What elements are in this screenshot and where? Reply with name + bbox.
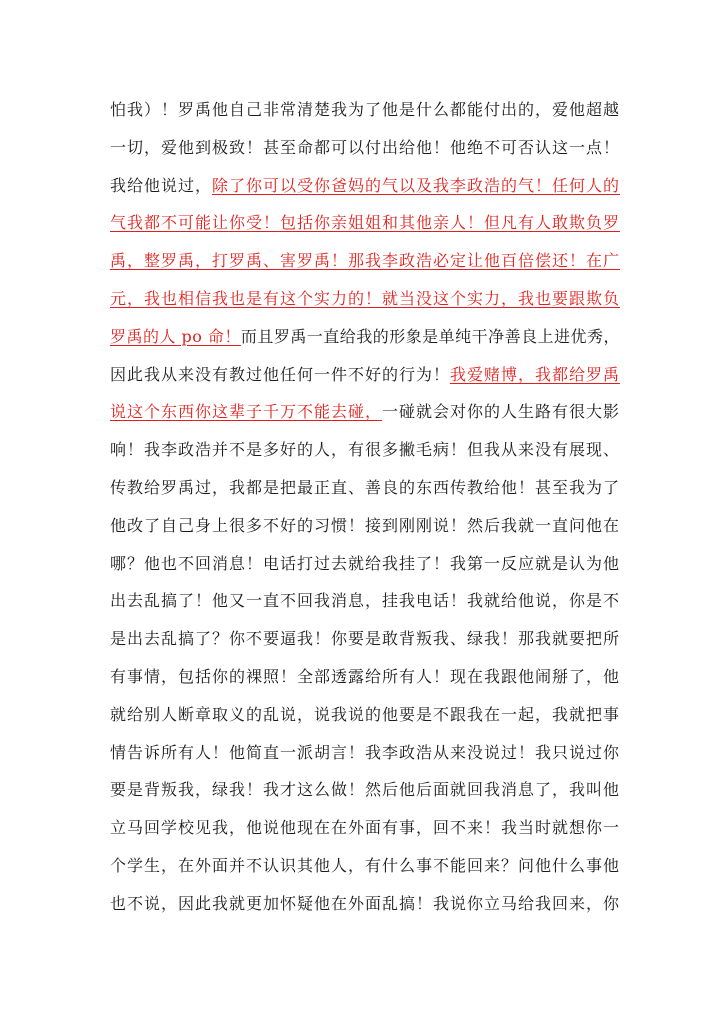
text-line bbox=[110, 582, 620, 620]
text-line-content bbox=[110, 658, 620, 696]
text-line-content bbox=[110, 356, 620, 394]
text-line-content bbox=[110, 507, 620, 545]
text-line bbox=[110, 91, 620, 129]
body-text-segment: 要是背叛我，绿我！我才这么做！然后他后面就回我消息了，我叫他 bbox=[110, 780, 620, 800]
body-text-segment: 我给他说过， bbox=[110, 175, 212, 195]
text-line-content bbox=[110, 734, 620, 772]
text-line-content bbox=[110, 204, 620, 242]
text-line bbox=[110, 658, 620, 696]
text-line bbox=[110, 734, 620, 772]
body-text-segment: 因此我从来没有教过他任何一件不好的行为！ bbox=[110, 364, 450, 384]
body-text-segment: 响！我李政浩并不是多好的人，有很多撇毛病！但我从来没有展现、 bbox=[110, 440, 620, 460]
text-line-content bbox=[110, 469, 620, 507]
highlighted-text: 除了你可以受你爸妈的气以及我李政浩的气！任何人的 bbox=[212, 175, 620, 195]
body-text-segment: 就给别人断章取义的乱说，说我说的他要是不跟我在一起，我就把事 bbox=[110, 704, 620, 724]
text-line-content bbox=[110, 431, 620, 469]
text-line-content bbox=[110, 393, 620, 431]
body-text bbox=[110, 91, 620, 923]
body-text-segment: 一切，爱他到极致！甚至命都可以付出给他！他绝不可否认这一点！ bbox=[110, 137, 620, 157]
text-line bbox=[110, 809, 620, 847]
body-text-segment: 有事情，包括你的裸照！全部透露给所有人！现在我跟他闹掰了，他 bbox=[110, 666, 620, 686]
body-text-segment: 哪？他也不回消息！电话打过去就给我挂了！我第一反应就是认为他 bbox=[110, 553, 620, 573]
text-line-content bbox=[110, 91, 620, 129]
text-line bbox=[110, 620, 620, 658]
text-line-content bbox=[110, 318, 620, 356]
text-line-content bbox=[110, 620, 620, 658]
text-line-content bbox=[110, 129, 620, 167]
highlighted-text: 气我都不可能让你受！包括你亲姐姐和其他亲人！但凡有人敢欺负罗 bbox=[110, 213, 620, 233]
highlighted-text: 罗禹的人 po 命！ bbox=[110, 326, 241, 346]
highlighted-text: 我爱赌博，我都给罗禹 bbox=[449, 364, 620, 384]
text-line bbox=[110, 469, 620, 507]
body-text-segment: 出去乱搞了！他又一直不回我消息，挂我电话！我就给他说，你是不 bbox=[110, 591, 620, 611]
text-line bbox=[110, 885, 620, 923]
text-line-content bbox=[110, 809, 620, 847]
text-line bbox=[110, 318, 620, 356]
text-line bbox=[110, 696, 620, 734]
text-line-content bbox=[110, 545, 620, 583]
text-line bbox=[110, 356, 620, 394]
text-line bbox=[110, 771, 620, 809]
body-text-segment: 怕我）！罗禹他自己非常清楚我为了他是什么都能付出的，爱他超越 bbox=[110, 100, 620, 119]
body-text-segment: 立马回学校见我，他说他现在在外面有事，回不来！我当时就想你一 bbox=[110, 818, 620, 838]
text-line bbox=[110, 847, 620, 885]
text-line bbox=[110, 167, 620, 205]
highlighted-text: 元，我也相信我也是有这个实力的！就当没这个实力，我也要跟欺负 bbox=[110, 288, 620, 308]
text-line-content bbox=[110, 696, 620, 734]
body-text-segment: 他改了自己身上很多不好的习惯！接到刚刚说！然后我就一直问他在 bbox=[110, 515, 620, 535]
body-text-segment: 情告诉所有人！他简直一派胡言！我李政浩从来没说过！我只说过你 bbox=[110, 742, 620, 762]
body-text-segment: 是出去乱搞了？你不要逼我！你要是敢背叛我、绿我！那我就要把所 bbox=[110, 629, 620, 649]
text-line-content bbox=[110, 582, 620, 620]
text-line bbox=[110, 280, 620, 318]
text-line-content bbox=[110, 847, 620, 885]
text-line-content bbox=[110, 167, 620, 205]
text-line bbox=[110, 204, 620, 242]
body-text-segment: 个学生，在外面并不认识其他人，有什么事不能回来？问他什么事他 bbox=[110, 855, 620, 875]
body-text-segment: 而且罗禹一直给我的形象是单纯干净善良上进优秀， bbox=[240, 326, 620, 346]
text-line-content bbox=[110, 242, 620, 280]
body-text-segment: 一碰就会对你的人生路有很大影 bbox=[381, 402, 620, 422]
text-line bbox=[110, 545, 620, 583]
text-line-content bbox=[110, 771, 620, 809]
text-line bbox=[110, 431, 620, 469]
text-line bbox=[110, 507, 620, 545]
text-line-content bbox=[110, 280, 620, 318]
highlighted-text: 说这个东西你这辈子千万不能去碰， bbox=[110, 402, 382, 422]
text-line bbox=[110, 242, 620, 280]
highlighted-text: 禹，整罗禹，打罗禹、害罗禹！那我李政浩必定让他百倍偿还！在广 bbox=[110, 251, 620, 271]
text-line-content bbox=[110, 885, 620, 923]
body-text-segment: 也不说，因此我就更加怀疑他在外面乱搞！我说你立马给我回来，你 bbox=[110, 893, 620, 913]
text-line bbox=[110, 129, 620, 167]
body-text-segment: 传教给罗禹过，我都是把最正直、善良的东西传教给他！甚至我为了 bbox=[110, 477, 620, 497]
text-line bbox=[110, 393, 620, 431]
